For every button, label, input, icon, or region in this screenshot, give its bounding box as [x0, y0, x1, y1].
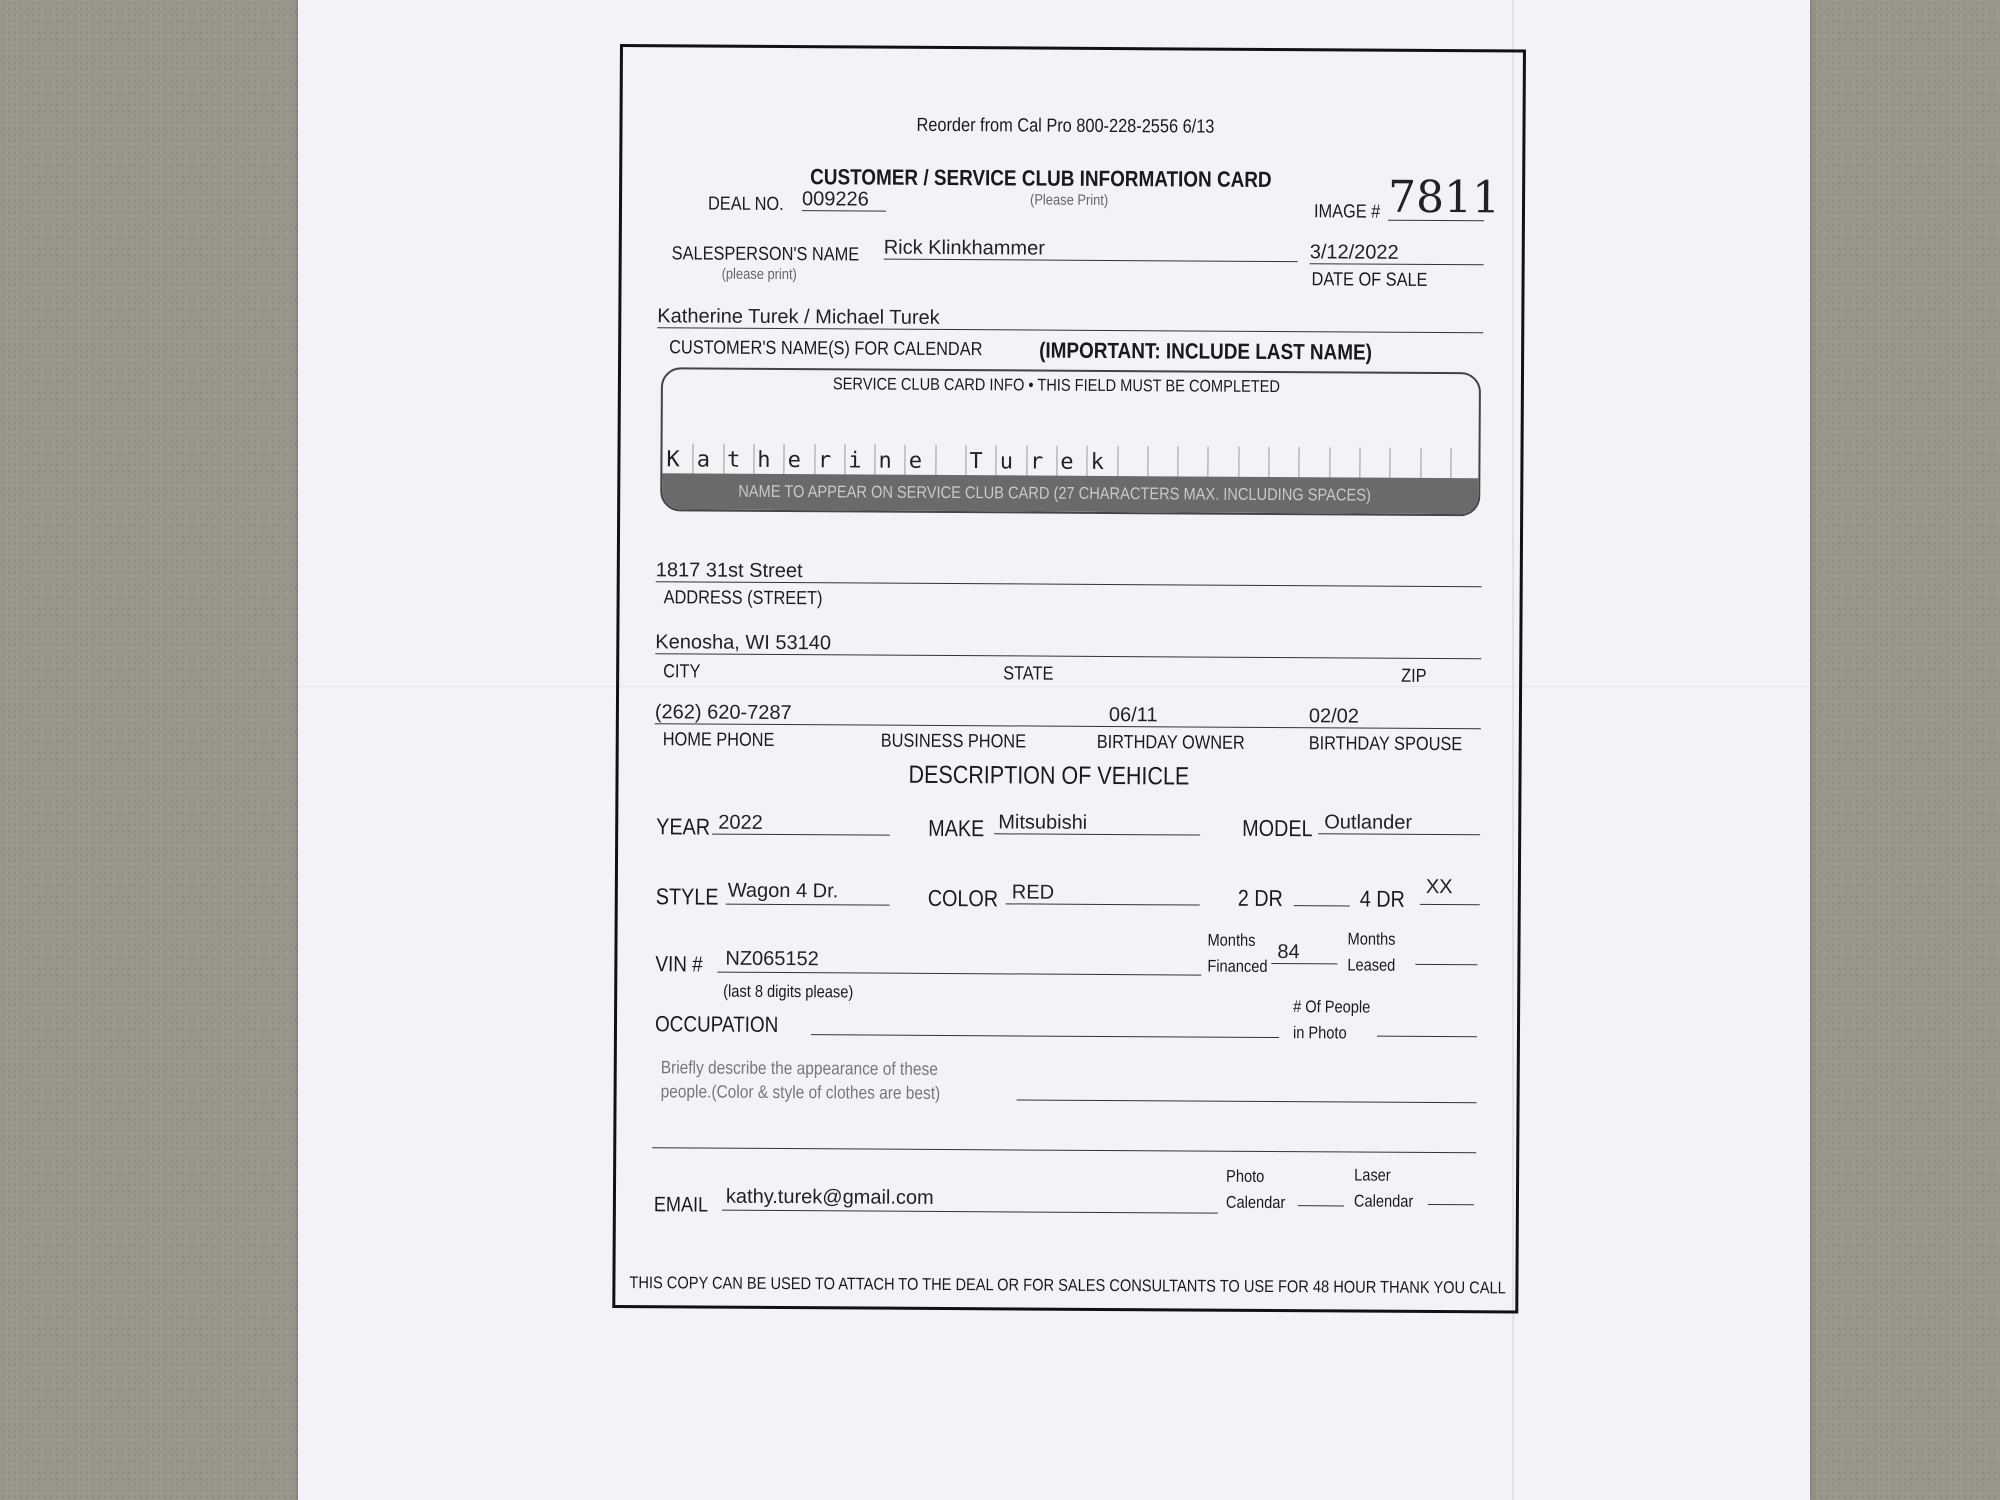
people-label-2: in Photo [1292, 1023, 1347, 1043]
char-cell-divider [1147, 446, 1148, 476]
model-label: MODEL [1242, 814, 1313, 842]
char-cell-divider [1026, 445, 1027, 475]
image-number[interactable]: 7811 [1387, 171, 1501, 224]
email-label: EMAIL [653, 1193, 709, 1217]
customer-names-label: CUSTOMER'S NAME(S) FOR CALENDAR [669, 337, 983, 361]
months-financed-value[interactable]: 84 [1277, 941, 1300, 964]
important-note: (IMPORTANT: INCLUDE LAST NAME) [1039, 337, 1373, 365]
char-cell-divider [693, 443, 694, 473]
char-cell-divider [1268, 447, 1269, 477]
char-cell-divider [1329, 447, 1330, 477]
describe-input[interactable] [1016, 1079, 1476, 1154]
char-cell-divider [1208, 447, 1209, 477]
char-cell-divider [1056, 446, 1057, 476]
char-cell-divider [1087, 446, 1088, 476]
char-cell-divider [1117, 446, 1118, 476]
please-print-note: (Please Print) [1030, 191, 1109, 209]
char-cell-divider [784, 444, 785, 474]
address-label: ADDRESS (STREET) [663, 587, 823, 610]
date-of-sale-value[interactable]: 3/12/2022 [1309, 241, 1399, 264]
char-cell[interactable]: t [726, 447, 741, 473]
vehicle-heading: DESCRIPTION OF VEHICLE [908, 760, 1190, 791]
birthday-owner-value[interactable]: 06/11 [1108, 703, 1158, 727]
vin-value[interactable]: NZ065152 [725, 947, 819, 971]
four-dr-label: 4 DR [1359, 885, 1405, 912]
occupation-label: OCCUPATION [654, 1011, 779, 1037]
make-value[interactable]: Mitsubishi [998, 811, 1088, 834]
deal-no-value[interactable]: 009226 [801, 188, 869, 211]
months-label-1: Months [1207, 930, 1256, 950]
char-cell-divider [1480, 448, 1481, 478]
char-cell[interactable]: T [969, 449, 983, 475]
char-cell[interactable]: a [696, 447, 711, 473]
char-cell[interactable]: r [1029, 449, 1044, 475]
color-label: COLOR [927, 884, 999, 912]
char-cell[interactable]: i [848, 448, 862, 474]
year-value[interactable]: 2022 [718, 811, 763, 834]
char-cell-divider [1420, 448, 1421, 478]
birthday-spouse-value[interactable]: 02/02 [1308, 705, 1360, 728]
photo-label: Photo [1226, 1166, 1265, 1186]
business-phone-label: BUSINESS PHONE [880, 730, 1027, 753]
salesperson-label: SALESPERSON'S NAME [671, 243, 860, 266]
style-label: STYLE [655, 883, 719, 910]
service-club-footer: NAME TO APPEAR ON SERVICE CLUB CARD (27 CHARACTERS MAX. INCLUDING SPACES) [738, 481, 1371, 505]
birthday-owner-label: BIRTHDAY OWNER [1096, 731, 1245, 754]
char-cell[interactable]: n [878, 448, 892, 474]
information-card [612, 44, 1526, 1314]
zip-label: ZIP [1401, 665, 1427, 687]
char-cell[interactable]: e [908, 448, 923, 474]
home-phone-label: HOME PHONE [662, 729, 775, 751]
char-cell-divider [814, 444, 815, 474]
customer-names-value[interactable]: Katherine Turek / Michael Turek [657, 305, 940, 329]
char-cell[interactable]: e [787, 448, 801, 474]
two-dr-label: 2 DR [1237, 884, 1283, 912]
home-phone-value[interactable]: (262) 620-7287 [654, 701, 792, 725]
char-cell-divider [753, 444, 754, 474]
model-value[interactable]: Outlander [1324, 811, 1413, 834]
char-cell-divider [965, 445, 966, 475]
char-cell-divider [1359, 448, 1360, 478]
footer-note: THIS COPY CAN BE USED TO ATTACH TO THE DEAL OR FOR SALES CONSULTANTS TO USE FOR 48 HOUR THANK YOU CALL [629, 1273, 1506, 1298]
char-cell[interactable]: h [757, 447, 771, 473]
deal-no-label: DEAL NO. [707, 193, 784, 216]
address-value[interactable]: 1817 31st Street [655, 559, 803, 583]
service-club-footer-band [662, 473, 1478, 514]
char-cell-divider [1450, 448, 1451, 478]
laser-label: Laser [1354, 1165, 1391, 1185]
email-value[interactable]: kathy.turek@gmail.com [725, 1185, 934, 1209]
reorder-text: Reorder from Cal Pro 800-228-2556 6/13 [916, 114, 1215, 138]
laser-calendar-label: Calendar [1353, 1191, 1414, 1211]
char-cell[interactable]: e [1060, 449, 1074, 475]
salesperson-sub: (please print) [721, 265, 797, 284]
vin-sub: (last 8 digits please) [723, 981, 854, 1002]
date-of-sale-label: DATE OF SALE [1311, 269, 1428, 291]
char-cell-divider [1299, 447, 1300, 477]
four-dr-value[interactable]: XX [1425, 875, 1453, 899]
char-cell-divider [1238, 447, 1239, 477]
financed-label: Financed [1207, 956, 1268, 976]
service-club-header: SERVICE CLUB CARD INFO • THIS FIELD MUST BE COMPLETED [832, 374, 1281, 397]
service-club-box [660, 367, 1481, 516]
describe-line-1: Briefly describe the appearance of these [660, 1057, 938, 1079]
char-cell-divider [905, 445, 906, 475]
city-label: CITY [663, 661, 701, 683]
char-cell[interactable]: K [666, 447, 680, 473]
photo-calendar-label: Calendar [1225, 1192, 1286, 1213]
birthday-spouse-label: BIRTHDAY SPOUSE [1308, 733, 1463, 756]
vin-label: VIN # [655, 951, 703, 977]
image-label: IMAGE # [1313, 201, 1381, 223]
char-cell[interactable]: r [817, 448, 832, 474]
state-label: STATE [1003, 663, 1054, 685]
char-cell-divider [844, 444, 845, 474]
style-value[interactable]: Wagon 4 Dr. [727, 879, 839, 903]
months-label-2: Months [1347, 929, 1396, 949]
make-label: MAKE [928, 814, 985, 842]
char-cell-divider [935, 445, 936, 475]
describe-line-2: people.(Color & style of clothes are best) [660, 1081, 941, 1103]
char-cell-divider [874, 445, 875, 475]
city-value[interactable]: Kenosha, WI 53140 [655, 631, 832, 655]
char-cell-divider [723, 444, 724, 474]
leased-label: Leased [1347, 955, 1396, 975]
year-label: YEAR [656, 813, 711, 840]
char-cell[interactable]: k [1090, 449, 1104, 475]
char-cell-divider [1177, 446, 1178, 476]
salesperson-value[interactable]: Rick Klinkhammer [883, 236, 1045, 260]
char-cell-divider [996, 445, 997, 475]
card-title: CUSTOMER / SERVICE CLUB INFORMATION CARD [810, 164, 1272, 192]
char-cell-divider [1390, 448, 1391, 478]
people-label-1: # Of People [1293, 997, 1371, 1017]
char-cell[interactable]: u [999, 449, 1014, 475]
color-value[interactable]: RED [1011, 881, 1055, 904]
